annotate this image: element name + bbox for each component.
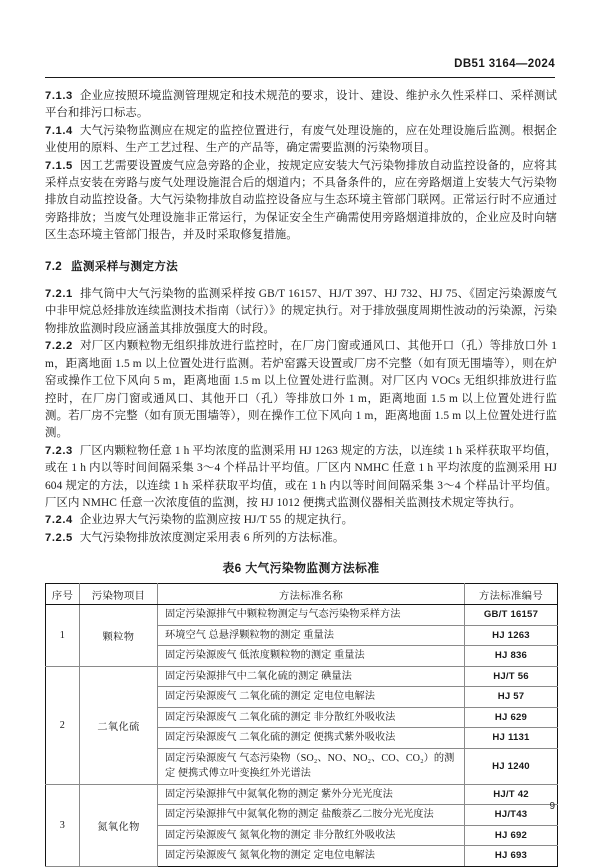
cell-method-name: 固定污染源废气 二氧化硫的测定 非分散红外吸收法	[158, 707, 465, 728]
cell-method-code: HJ 692	[465, 825, 558, 846]
cell-method-code: HJ/T43	[465, 805, 558, 826]
cell-method-name: 固定污染源废气 二氧化硫的测定 便携式紫外吸收法	[158, 728, 465, 749]
cell-method-name: 固定污染源排气中二氧化硫的测定 碘量法	[158, 666, 465, 687]
section-number: 7.2	[45, 259, 63, 273]
section-heading-7-2	[45, 258, 557, 275]
col-header-pollutant: 污染物项目	[80, 584, 158, 605]
cell-method-name: 固定污染源废气 低浓度颗粒物的测定 重量法	[158, 646, 465, 667]
table-body	[46, 605, 558, 867]
cell-method-code: HJ 1263	[465, 625, 558, 646]
clause-number: 7.2.3	[45, 444, 73, 457]
standard-code: DB51 3164—2024	[454, 58, 555, 70]
cell-index: 3	[46, 784, 80, 866]
table-row	[46, 605, 558, 626]
clause-7-2-4	[45, 512, 557, 529]
monitoring-method-standards-table	[45, 583, 558, 867]
cell-method-name: 环境空气 总悬浮颗粒物的测定 重量法	[158, 625, 465, 646]
page-footer	[45, 798, 555, 812]
cell-pollutant: 二氧化硫	[80, 666, 158, 784]
clause-7-2-5	[45, 530, 557, 547]
table-header-row	[46, 584, 558, 605]
document-body	[45, 88, 557, 867]
clause-7-1-3	[45, 88, 557, 123]
cell-method-code: HJ 57	[465, 687, 558, 708]
clause-number: 7.1.5	[45, 159, 73, 172]
col-header-method-code: 方法标准编号	[465, 584, 558, 605]
cell-method-name: 固定污染源排气中氮氧化物的测定 紫外分光光度法	[158, 784, 465, 805]
cell-index: 2	[46, 666, 80, 784]
cell-method-code: HJ 693	[465, 846, 558, 867]
clause-number: 7.2.2	[45, 340, 73, 353]
clause-7-2-3	[45, 443, 557, 513]
cell-method-name: 固定污染源废气 二氧化硫的测定 定电位电解法	[158, 687, 465, 708]
cell-method-code: HJ 1131	[465, 728, 558, 749]
col-header-method-name: 方法标准名称	[158, 584, 465, 605]
cell-pollutant: 氮氧化物	[80, 784, 158, 866]
cell-method-code: HJ 836	[465, 646, 558, 667]
cell-index: 1	[46, 605, 80, 667]
cell-method-name: 固定污染源废气 氮氧化物的测定 非分散红外吸收法	[158, 825, 465, 846]
clause-7-1-4	[45, 123, 557, 158]
cell-method-code: HJ 1240	[465, 748, 558, 784]
clause-number: 7.2.1	[45, 288, 73, 301]
clause-text: 厂区内颗粒物任意 1 h 平均浓度的监测采用 HJ 1263 规定的方法，以连续 1 h 采样获取平均值，或在 1 h 内以等时间间隔采集 3～4 个样品计平均值。厂区内 NMHC 任意 1 h 平均浓度的监测采用 HJ 604 规定的方法，以连续 1 h 采样获取平均值，或在 1 h 内以等时间间隔采集 3～4 个样品计平均值。厂区内 NMHC 任意一次浓度值的监测，按 HJ 1012 便携式监测仪器相关监测技术规定等执行。	[45, 444, 557, 509]
clause-7-2-2	[45, 338, 557, 442]
cell-method-code: HJ/T 42	[465, 784, 558, 805]
clause-text: 企业应按照环境监测管理规定和技术规范的要求，设计、建设、维护永久性采样口、采样测试平台和排污口标志。	[45, 90, 557, 120]
clause-text: 因工艺需要设置废气应急旁路的企业，按规定应安装大气污染物排放自动监控设备的，应将其采样点安装在旁路与废气处理设施混合后的烟道内；不具备条件的，应在旁路烟道上安装大气污染物排放自动监控设备。大气污染物排放自动监控设备应与生态环境主管部门联网。正常运行时不应通过旁路排放；当废气处理设施非正常运行，为保证安全生产确需使用旁路烟道排放的，企业应及时向辖区生态环境主管部门报告，并及时采取修复措施。	[45, 159, 557, 242]
clause-text: 企业边界大气污染物的监测应按 HJ/T 55 的规定执行。	[79, 514, 354, 527]
clause-text: 排气筒中大气污染物的监测采样按 GB/T 16157、HJ/T 397、HJ 732、HJ 75、《固定污染源废气中非甲烷总烃排放连续监测技术指南（试行）》的规定执行。对于排放强度周期性波动的污染源，污染物排放监测时段应涵盖其排放强度大的时段。	[45, 288, 557, 335]
cell-method-name: 固定污染源废气 气态污染物（SO₂、NO、NO₂、CO、CO₂）的测定 便携式傅立叶变换红外光谱法	[158, 748, 465, 784]
clause-7-2-1	[45, 286, 557, 338]
cell-pollutant: 颗粒物	[80, 605, 158, 667]
section-title: 监测采样与测定方法	[71, 259, 179, 273]
clause-text: 大气污染物排放浓度测定采用表 6 所列的方法标准。	[79, 531, 345, 544]
clause-number: 7.2.5	[45, 531, 73, 544]
clause-7-1-5	[45, 158, 557, 245]
clause-number: 7.1.3	[45, 90, 73, 102]
page-header	[45, 58, 555, 78]
cell-method-name: 固定污染源排气中氮氧化物的测定 盐酸萘乙二胺分光光度法	[158, 805, 465, 826]
table-row	[46, 666, 558, 687]
clause-text: 对厂区内颗粒物无组织排放进行监控时，在厂房门窗或通风口、其他开口（孔）等排放口外 1 m，距离地面 1.5 m 以上位置处进行监测。若炉窑露天设置或厂房不完整（如有顶无围墙等），则在炉窑或操作工位下风向 5 m，距离地面 1.5 m 以上位置处进行监测。对厂区内 VOCs 无组织排放进行监控时，在厂房门窗或通风口、其他开口（孔）等排放口外 1 m，距离地面 1.5 m 以上位置处进行监测。若厂房不完整（如有顶无围墙等），则在操作工位下风向 1 m，距离地面 1.5 m 以上位置处进行监测。	[45, 340, 557, 440]
clause-text: 大气污染物监测应在规定的监控位置进行，有废气处理设施的，应在处理设施后监测。根据企业使用的原料、生产工艺过程、生产的产品等，确定需要监测的污染物项目。	[45, 124, 557, 155]
col-header-index: 序号	[46, 584, 80, 605]
table-caption: 表6 大气污染物监测方法标准	[222, 561, 380, 576]
clause-number: 7.2.4	[45, 514, 73, 527]
cell-method-code: HJ 629	[465, 707, 558, 728]
cell-method-name: 固定污染源排气中颗粒物测定与气态污染物采样方法	[158, 605, 465, 626]
clause-number: 7.1.4	[45, 124, 73, 137]
cell-method-code: HJ/T 56	[465, 666, 558, 687]
page-number: 9	[549, 801, 555, 812]
cell-method-name: 固定污染源废气 氮氧化物的测定 定电位电解法	[158, 846, 465, 867]
header-divider	[45, 77, 555, 78]
cell-method-code: GB/T 16157	[465, 605, 558, 626]
